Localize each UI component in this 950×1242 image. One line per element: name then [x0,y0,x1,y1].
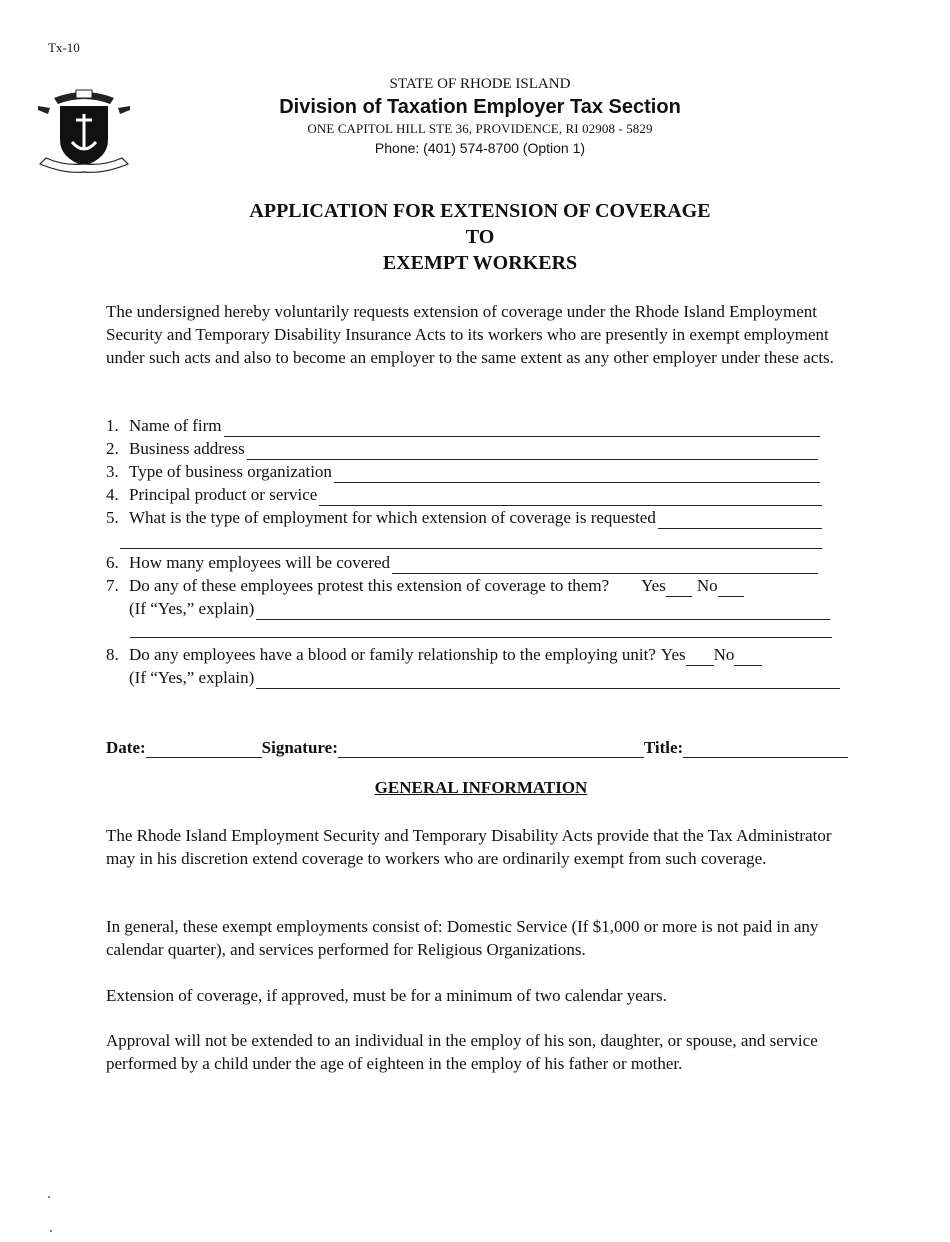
general-information-heading: GENERAL INFORMATION [374,778,588,797]
explain-label: (If “Yes,” explain) [129,599,255,618]
form-title-line-3: EXEMPT WORKERS [382,252,578,274]
business-address-field[interactable] [247,444,818,460]
question-7 [106,574,826,597]
title-label: Title: [643,738,684,757]
protest-yes-field[interactable] [666,581,692,597]
question-number: 8. [106,645,119,664]
explain-label: (If “Yes,” explain) [129,668,255,687]
question-3 [106,460,820,483]
question-number: 1. [106,416,119,435]
question-number: 4. [106,485,119,504]
question-text: Type of business organization [129,462,332,481]
scan-speck [50,1230,52,1232]
question-number: 3. [106,462,119,481]
state-seal-icon [34,84,134,178]
phone: Phone: (401) 574-8700 (Option 1) [374,140,586,156]
question-6 [106,551,818,574]
state-name: STATE OF RHODE ISLAND [389,76,571,92]
form-title-line-1: APPLICATION FOR EXTENSION OF COVERAGE [249,200,711,222]
question-4 [106,483,822,506]
intro-paragraph: The undersigned hereby voluntarily requests extension of coverage under the Rhode Island Employment Security and Temporary Disability Insurance Acts to its workers who are presently in exempt employment under such acts and also to become an employer to the same extent as any other employer under these acts. [106,302,834,367]
question-text: Name of firm [129,416,222,435]
question-1 [106,414,820,437]
question-text: Do any employees have a blood or family relationship to the employing unit? [129,645,656,664]
question-2 [106,437,818,460]
question-5 [106,506,822,529]
question-text: Do any of these employees protest this extension of coverage to them? [129,576,610,595]
employment-type-field-continued[interactable] [120,548,822,549]
question-text: What is the type of employment for which extension of coverage is requested [129,508,656,527]
question-number: 7. [106,576,119,595]
date-label: Date: [106,738,146,757]
question-number: 5. [106,508,119,527]
no-label: No [696,576,718,595]
protest-no-field[interactable] [718,581,744,597]
header [230,74,730,158]
general-info-paragraph-4: Approval will not be extended to an individual in the employ of his son, daughter, or spouse, and service performed by a child under the age of eighteen in the employ of his father or mother. [106,1031,818,1073]
firm-name-field[interactable] [224,421,820,437]
form-title-line-2: TO [465,226,495,248]
general-info-paragraph-2: In general, these exempt employments consist of: Domestic Service (If $1,000 or more is not paid in any calendar quarter), and services performed for Religious Organizations. [106,917,819,959]
relationship-explain-field[interactable] [256,673,840,689]
question-number: 6. [106,553,119,572]
relationship-yes-field[interactable] [686,650,714,666]
title-field[interactable] [683,742,848,758]
date-field[interactable] [146,742,262,758]
no-label: No [713,645,735,664]
yes-label: Yes [641,576,666,595]
address: ONE CAPITOL HILL STE 36, PROVIDENCE, RI 02908 - 5829 [307,121,653,136]
relationship-no-field[interactable] [734,650,762,666]
question-8 [106,643,846,666]
form-id: Tx-10 [48,40,80,55]
yes-label: Yes [660,645,686,664]
signature-row [106,734,848,758]
question-number: 2. [106,439,119,458]
general-info-paragraph-1: The Rhode Island Employment Security and Temporary Disability Acts provide that the Tax Administrator may in his discretion extend coverage to workers who are ordinarily exempt from such coverage. [106,826,832,868]
division-name: Division of Taxation Employer Tax Section [279,96,681,118]
general-info-paragraph-3: Extension of coverage, if approved, must be for a minimum of two calendar years. [106,986,667,1005]
signature-label: Signature: [261,738,338,757]
question-7-explain [106,597,830,620]
employment-type-field[interactable] [658,513,822,529]
employee-count-field[interactable] [392,558,818,574]
question-8-explain [106,666,840,689]
product-service-field[interactable] [319,490,822,506]
business-organization-field[interactable] [334,467,820,483]
form-title [150,198,810,276]
protest-explain-field-continued[interactable] [130,637,832,638]
scan-speck [48,1196,50,1198]
question-text: Principal product or service [129,485,318,504]
signature-field[interactable] [338,742,644,758]
question-text: How many employees will be covered [129,553,391,572]
question-text: Business address [129,439,245,458]
protest-explain-field[interactable] [256,604,830,620]
